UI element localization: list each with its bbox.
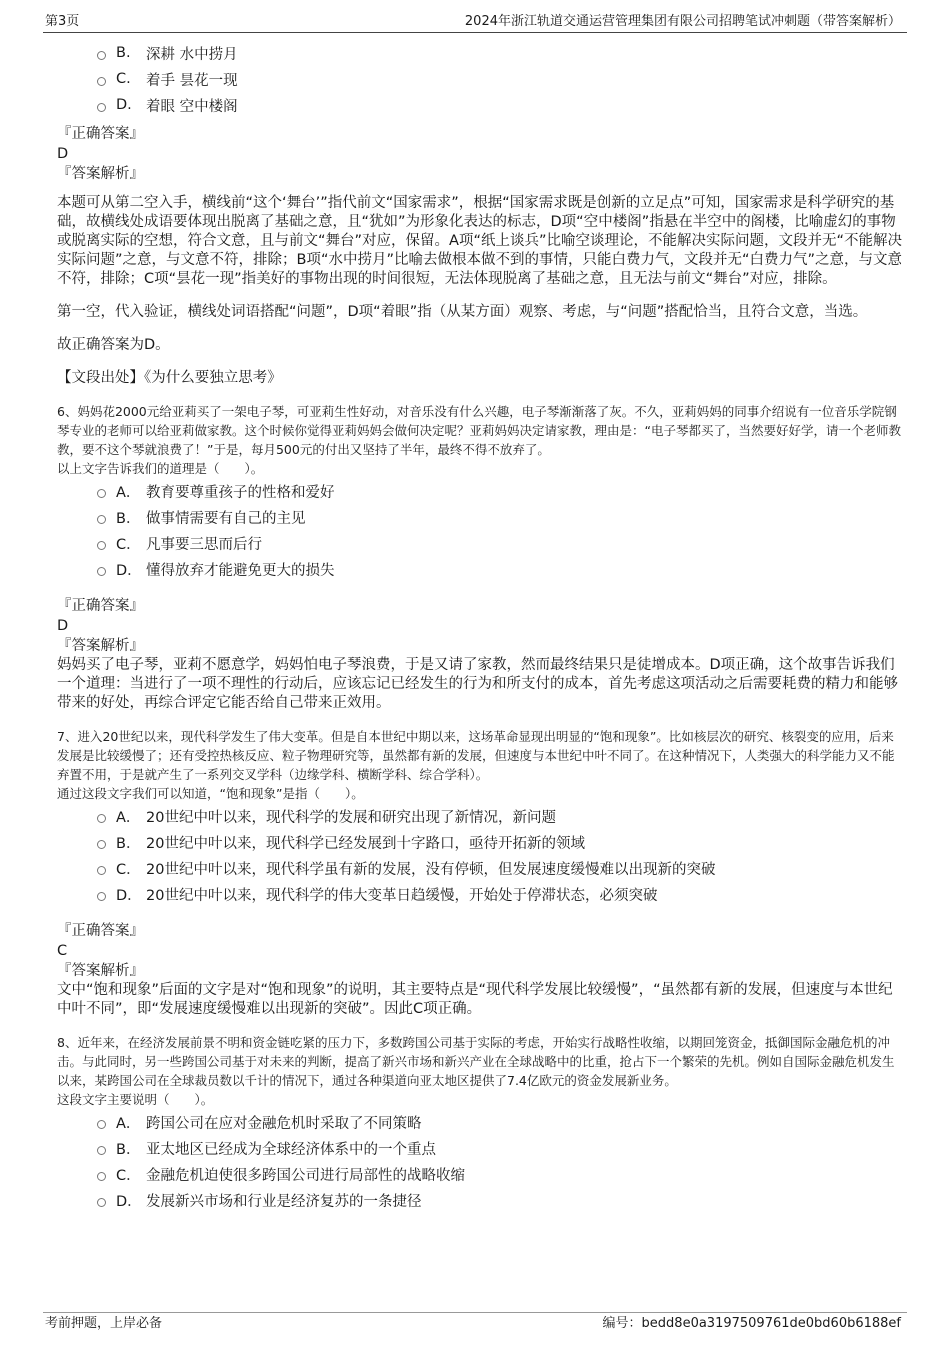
q8-option-c[interactable]: C． 金融危机迫使很多跨国公司进行局部性的战略收缩 xyxy=(57,1161,902,1187)
radio-icon[interactable] xyxy=(97,1146,106,1155)
q7-answer-label: 『正确答案』 xyxy=(57,923,144,939)
q7-options xyxy=(57,803,902,907)
q6-question: 以上文字告诉我们的道理是（ ）。 xyxy=(57,461,264,476)
q5-option-d[interactable]: D. 着眼 空中楼阁 xyxy=(57,92,902,118)
q7-option-b[interactable]: B． 20世纪中叶以来，现代科学已经发展到十字路口，亟待开拓新的领域 xyxy=(57,829,902,855)
radio-icon[interactable] xyxy=(97,103,106,112)
q7-option-d[interactable]: D． 20世纪中叶以来，现代科学的伟大变革日趋缓慢，开始处于停滞状态，必须突破 xyxy=(57,881,902,907)
q5-source: 【文段出处】《为什么要独立思考》 xyxy=(57,370,282,386)
radio-icon[interactable] xyxy=(97,51,106,60)
q6-analysis: 妈妈买了电子琴，亚莉不愿意学，妈妈怕电子琴浪费，于是又请了家教，然而最终结果只是徒增成本。D项正确，这个故事告诉我们一个道理：当进行了一项不理性的行动后，应该忘记已经发生的行为和所支付的成本，首先考虑这项活动之后需要耗费的精力和能够带来的好处，再综合评定它能否给自己带来正效用。 xyxy=(57,657,898,711)
radio-icon[interactable] xyxy=(97,515,106,524)
q5-options xyxy=(57,40,902,118)
q5-analysis-p2: 第一空，代入验证，横线处词语搭配“问题”，D项“着眼”指（从某方面）观察、考虑，与“问题”搭配恰当，且符合文意，当选。 xyxy=(57,304,868,320)
q8-option-a[interactable]: A． 跨国公司在应对金融危机时采取了不同策略 xyxy=(57,1109,902,1135)
q6-option-b[interactable]: B． 做事情需要有自己的主见 xyxy=(57,504,902,530)
q5-answer: D xyxy=(57,146,69,162)
q6-answer-label: 『正确答案』 xyxy=(57,598,144,614)
radio-icon[interactable] xyxy=(97,489,106,498)
q5-analysis-p3: 故正确答案为D。 xyxy=(57,337,170,353)
radio-icon[interactable] xyxy=(97,866,106,875)
q7-answer: C xyxy=(57,943,68,959)
q5-option-c[interactable]: C. 着手 昙花一现 xyxy=(57,66,902,92)
q6-option-a[interactable]: A． 教育要尊重孩子的性格和爱好 xyxy=(57,478,902,504)
q5-option-b[interactable]: B. 深耕 水中捞月 xyxy=(57,40,902,66)
page-content xyxy=(57,40,902,1213)
page-number: 第3页 xyxy=(45,14,80,29)
q8-options xyxy=(57,1109,902,1213)
radio-icon[interactable] xyxy=(97,1172,106,1181)
page-footer xyxy=(43,1312,907,1335)
q5-analysis-label: 『答案解析』 xyxy=(57,166,144,182)
q8-stem: 8、近年来，在经济发展前景不明和资金链吃紧的压力下，多数跨国公司基于实际的考虑，开始实行战略性收缩，以期回笼资金，抵御国际金融危机的冲击。与此同时，另一些跨国公司基于对未来的判断，提高了新兴市场和新兴产业在全球战略中的比重，抢占下一个繁荣的先机。例如自国际金融危机发生以来，某跨国公司在全球裁员数以千计的情况下，通过各种渠道向亚太地区提供了7.4亿欧元的资金发展新业务。 xyxy=(57,1035,895,1088)
page-header xyxy=(43,12,907,33)
q7-option-a[interactable]: A． 20世纪中叶以来，现代科学的发展和研究出现了新情况，新问题 xyxy=(57,803,902,829)
radio-icon[interactable] xyxy=(97,892,106,901)
q7-question: 通过这段文字我们可以知道，“饱和现象”是指（ ）。 xyxy=(57,786,364,801)
q5-analysis-p1: 本题可从第二空入手，横线前“这个‘舞台’”指代前文“国家需求”，根据“国家需求既是创新的立足点”可知，国家需求是科学研究的基础，故横线处成语要体现出脱离了基础之意，且“犹如”为形象化表达的标志，D项“空中楼阁”指悬在半空中的阁楼，比喻虚幻的事物或脱离实际的空想，符合文意，且与前文“舞台”对应，保留。A项“纸上谈兵”比喻空谈理论，不能解决实际问题，文段并无“不能解决实际问题”之意，与文意不符，排除；B项“水中捞月”比喻去做根本做不到的事情，只能白费力气，文段并无“白费力气”之意，与文意不符，排除；C项“昙花一现”指美好的事物出现的时间很短，无法体现脱离了基础之意，且无法与前文“舞台”对应，排除。 xyxy=(57,195,903,287)
radio-icon[interactable] xyxy=(97,77,106,86)
q6-stem: 6、妈妈花2000元给亚莉买了一架电子琴，可亚莉生性好动，对音乐没有什么兴趣，电子琴渐渐落了灰。不久，亚莉妈妈的同事介绍说有一位音乐学院钢琴专业的老师可以给亚莉做家教。这个时候你觉得亚莉妈妈会做何决定呢？亚莉妈妈决定请家教，理由是：“电子琴都买了，当然要好好学，请一个老师教教，要不这个琴就浪费了！”于是，每月500元的付出又坚持了半年，最终不得不放弃了。 xyxy=(57,404,901,457)
radio-icon[interactable] xyxy=(97,814,106,823)
radio-icon[interactable] xyxy=(97,541,106,550)
q7-option-c[interactable]: C． 20世纪中叶以来，现代科学虽有新的发展，没有停顿，但发展速度缓慢难以出现新的突破 xyxy=(57,855,902,881)
q8-option-d[interactable]: D． 发展新兴市场和行业是经济复苏的一条捷径 xyxy=(57,1187,902,1213)
q8-question: 这段文字主要说明（ ）。 xyxy=(57,1092,214,1107)
q6-options xyxy=(57,478,902,582)
q6-option-d[interactable]: D． 懂得放弃才能避免更大的损失 xyxy=(57,556,902,582)
q7-analysis-label: 『答案解析』 xyxy=(57,963,144,979)
q5-answer-label: 『正确答案』 xyxy=(57,126,144,142)
radio-icon[interactable] xyxy=(97,840,106,849)
q6-analysis-label: 『答案解析』 xyxy=(57,638,144,654)
q6-option-c[interactable]: C． 凡事要三思而后行 xyxy=(57,530,902,556)
q7-stem: 7、进入20世纪以来，现代科学发生了伟大变革。但是自本世纪中期以来，这场革命显现出明显的“饱和现象”。比如核层次的研究、核裂变的应用，后来发展是比较缓慢了；还有受控热核反应、粒子物理研究等，虽然都有新的发展，但速度与本世纪中叶不同了。在这种情况下，人类强大的科学能力又不能弃置不用，于是就产生了一系列交叉学科（边缘学科、横断学科、综合学科）。 xyxy=(57,729,895,782)
radio-icon[interactable] xyxy=(97,1120,106,1129)
q6-answer: D xyxy=(57,618,69,634)
radio-icon[interactable] xyxy=(97,567,106,576)
document-title: 2024年浙江轨道交通运营管理集团有限公司招聘笔试冲刺题（带答案解析） xyxy=(464,14,901,29)
radio-icon[interactable] xyxy=(97,1198,106,1207)
document-id: 编号：bedd8e0a3197509761de0bd60b6188ef xyxy=(602,1316,901,1331)
q7-analysis: 文中“饱和现象”后面的文字是对“饱和现象”的说明，其主要特点是“现代科学发展比较缓慢”，“虽然都有新的发展，但速度与本世纪中叶不同”，即“发展速度缓慢难以出现新的突破”。因此C项正确。 xyxy=(57,982,893,1017)
footer-slogan: 考前押题，上岸必备 xyxy=(45,1316,163,1331)
q8-option-b[interactable]: B． 亚太地区已经成为全球经济体系中的一个重点 xyxy=(57,1135,902,1161)
